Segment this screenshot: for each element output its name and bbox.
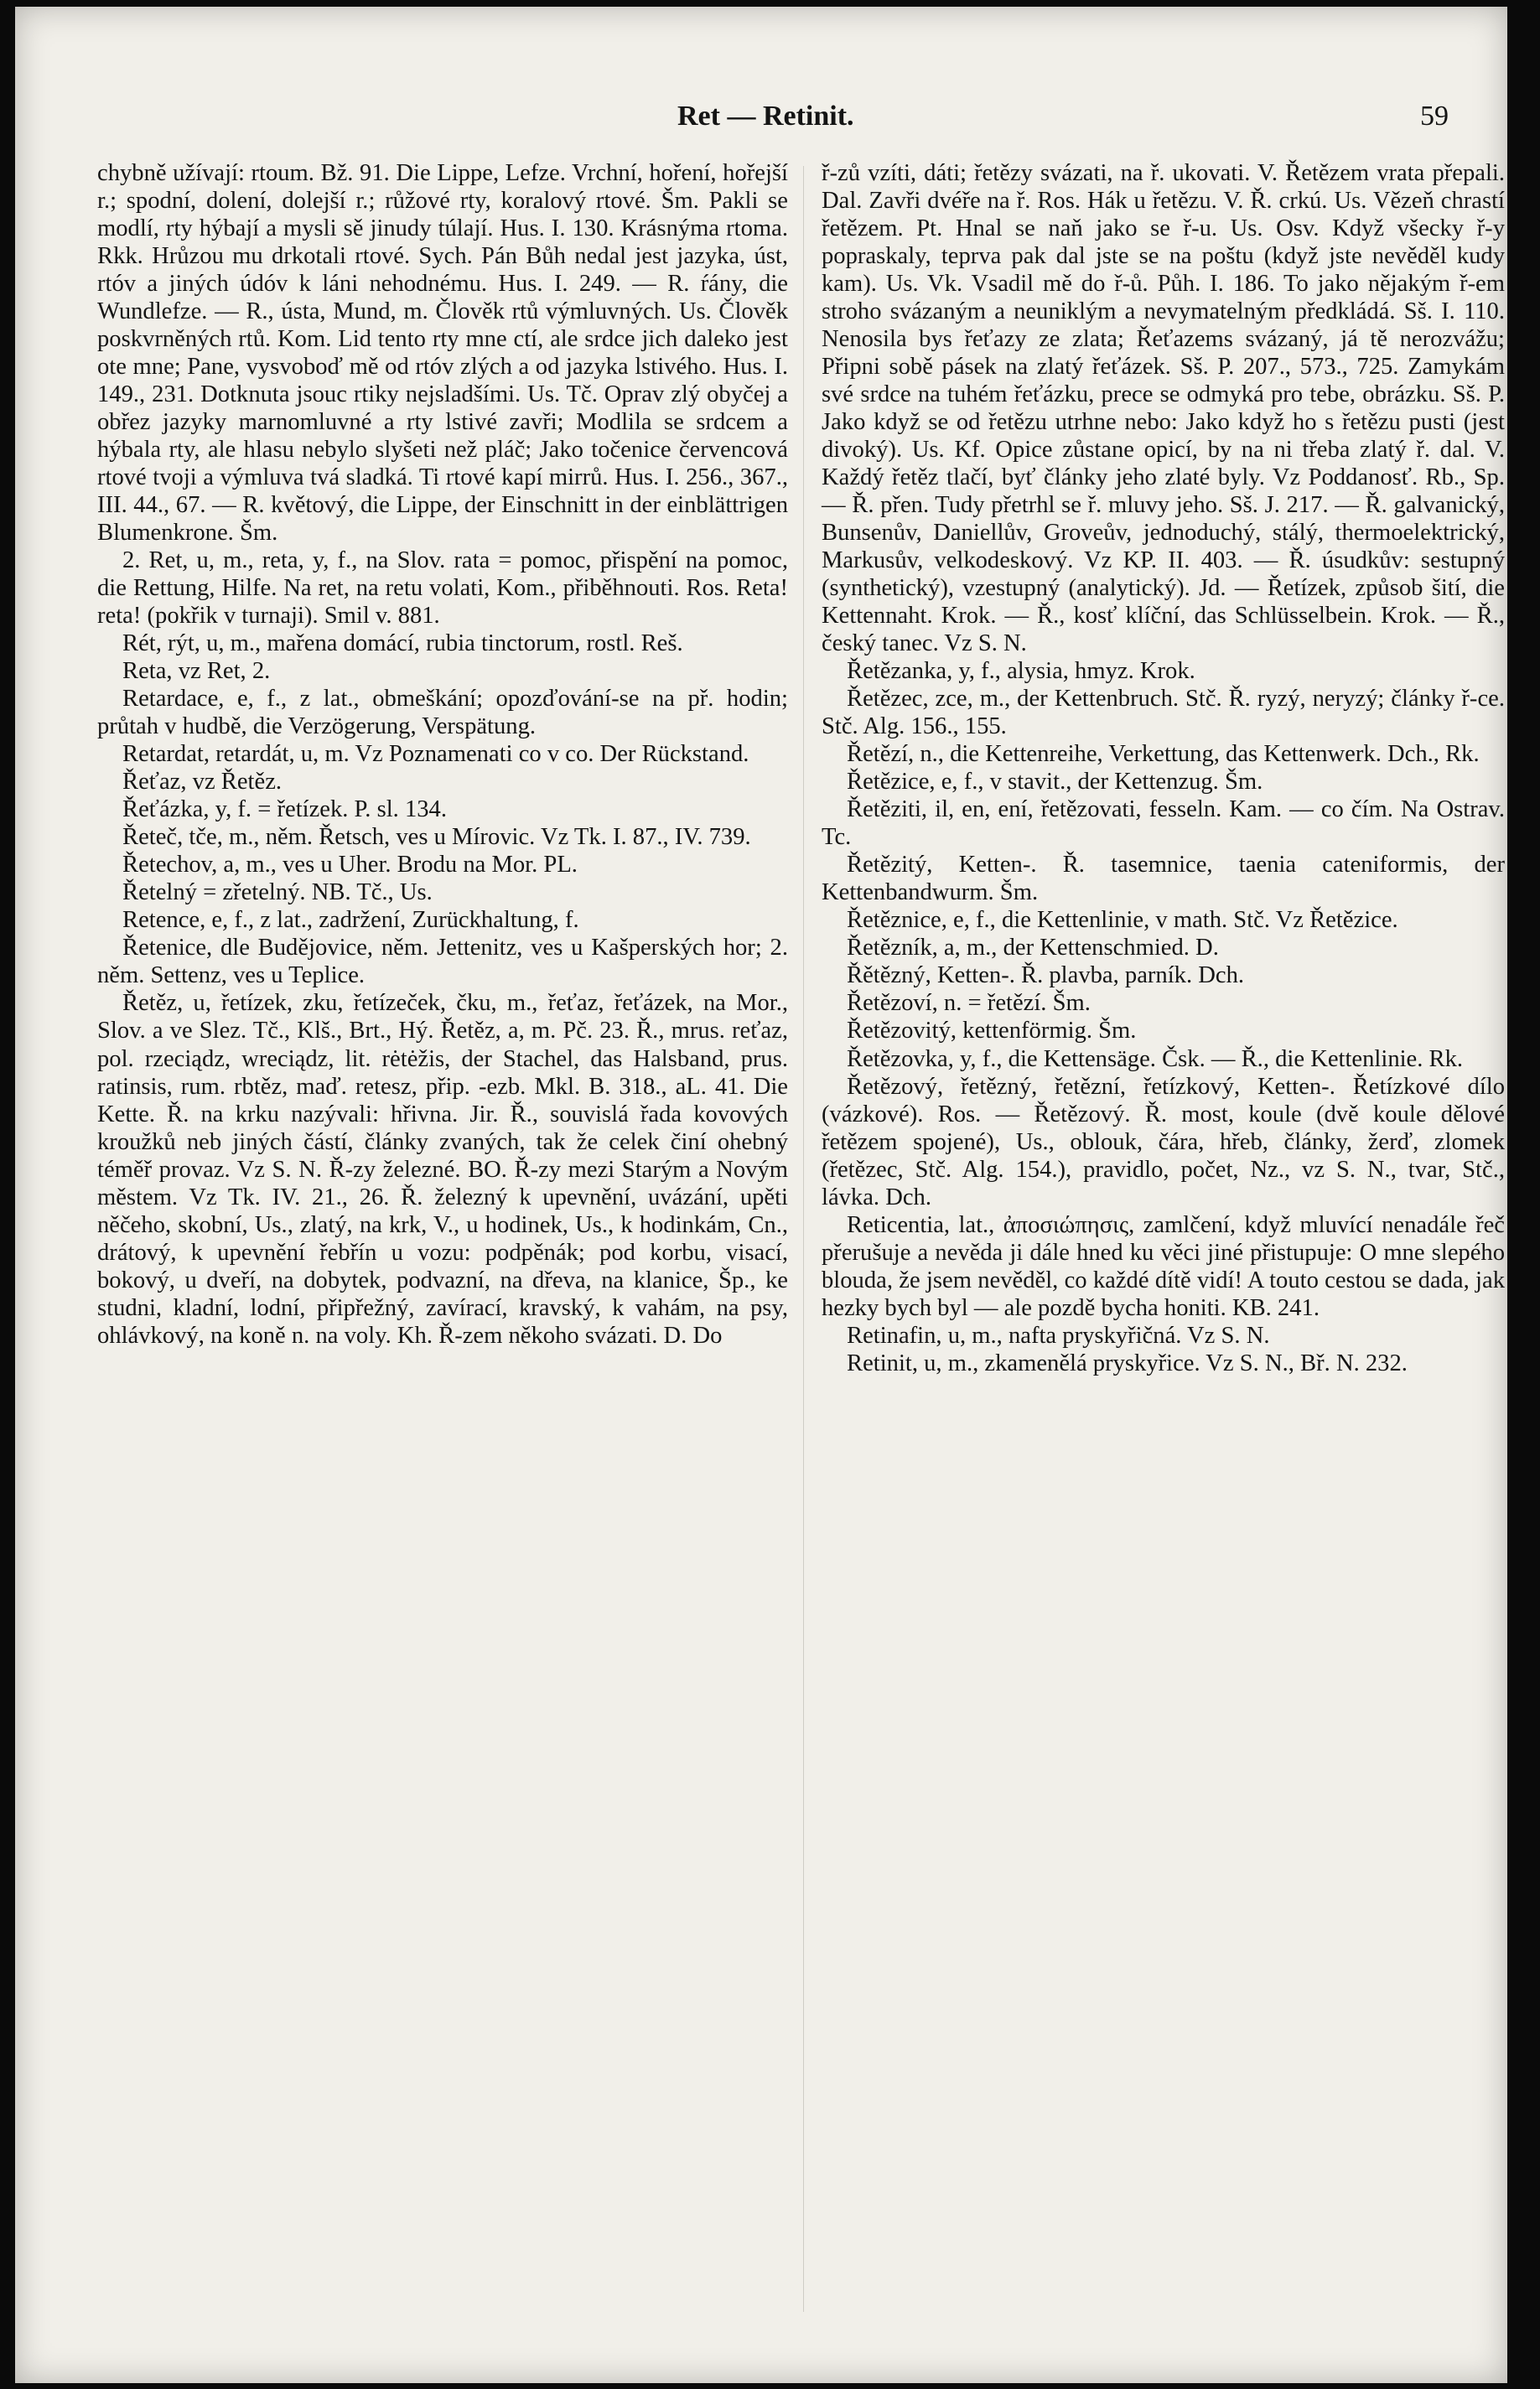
entry-paragraph: Řetěznice, e, f., die Kettenlinie, v math. Stč. Vz Řetězice. xyxy=(847,907,1398,934)
entry-paragraph: chybně užívají: rtoum. Bž. 91. Die Lippe, Lefze. Vrchní, hoření, hořejší r.; spodní, dolení, dolejší r.; růžové rty, koralový rtové. Šm. Pakli se modlí, rty hýbají a mysli sě jinudy túlají. Hus. I. 130. Krásnýma rtoma. Rkk. Hrůzou mu drkotali rtové. Sych. Pán Bůh nedal jest jazyka, úst, rtóv a jiných údóv k láni nehodnému. Hus. I. 249. — R. ŕány, die Wundlefze. — R., ústa, Mund, m. Člověk rtů výmluvných. Us. Člověk poskvrněných rtů. Kom. Lid tento rty mne ctí, ale srdce jich daleko jest ote mne; Pane, vysvoboď mě od rtóv zlých a od jazyka lstivého. Hus. I. 149., 231. Dotknuta jsouc rtiky nejsladšími. Us. Tč. Oprav zlý obyčej a obřez jazyky marnomluvné a rty lstivé zavři; Modlila se srdcem a hýbala rty, ale hlasu nebylo slyšeti než pláč; Jako točenice červencová rtové tvoji a výmluva tvá sladká. Ti rtové kapí mirrů. Hus. I. 256., 367., III. 44., 67. — R. květový, die Lippe, der Einschnitt in der einblättrigen Blumenkrone. Šm. xyxy=(97,160,788,547)
entry-paragraph: Řeteč, tče, m., něm. Řetsch, ves u Mírovic. Vz Tk. I. 87., IV. 739. xyxy=(122,824,751,851)
running-title: Ret — Retinit. xyxy=(677,101,854,132)
dictionary-page xyxy=(15,7,1507,2383)
entry-paragraph: Retardace, e, f., z lat., obmeškání; opozďování-se na př. hodin; průtah v hudbě, die Verzögerung, Verspätung. xyxy=(97,686,788,740)
right-column xyxy=(822,159,1505,1377)
entry-paragraph: Řetenice, dle Budějovice, něm. Jettenitz, ves u Kašperských hor; 2. něm. Settenz, ves u Teplice. xyxy=(97,935,788,989)
entry-paragraph: Řetězanka, y, f., alysia, hmyz. Krok. xyxy=(847,658,1195,685)
entry-paragraph: Řetěz, u, řetízek, zku, řetízeček, čku, m., řeťaz, řeťázek, na Mor., Slov. a ve Slez. Tč., Klš., Brt., Hý. Řetěz, a, m. Pč. 23. Ř., mrus. reťaz, pol. rzeciądz, wreciądz, lit. rėtėžis, der Stachel, das Halsband, prus. ratinsis, rum. rbtěz, maď. retesz, přip. -ezb. Mkl. B. 318., aL. 41. Die Kette. Ř. na krku nazývali: hřivna. Jir. Ř., souvislá řada kovových kroužků neb jiných částí, články zvaných, tak že celek činí ohebný téměř provaz. Vz S. N. Ř-zy železné. BO. Ř-zy mezi Starým a Novým městem. Vz Tk. IV. 21., 26. Ř. železný k upevnění, uvázání, upěti něčeho, skobní, Us., zlatý, na krk, V., u hodinek, Us., k hodinkám, Cn., drátový, k upevnění řebřín u vozu: podpěnák; pod korbu, visací, bokový, u dveří, na dobytek, podvazní, na dřeva, na klanice, Šp., ke studni, kladní, lodní, připřežný, zavírací, kravský, k vahám, na psy, ohlávkový, na koně n. na voly. Kh. Ř-zem někoho svázati. D. Do xyxy=(97,990,788,1349)
entry-paragraph: Retinit, u, m., zkamenělá pryskyřice. Vz S. N., Bř. N. 232. xyxy=(847,1350,1408,1376)
entry-paragraph: Řeťaz, vz Řetěz. xyxy=(122,769,283,795)
entry-paragraph: Reticentia, lat., ἀποσιώπησις, zamlčení, když mluvící nenadále řeč přerušuje a nevěda ji dále hned ku věci jiné přistupuje: O mne slepého blouda, že jsem nevěděl, co každé dítě vidí! A touto cestou se dada, jak hezky bych byl — ale pozdě bycha honiti. KB. 241. xyxy=(822,1211,1505,1321)
entry-paragraph: Řeťázka, y, f. = řetízek. P. sl. 134. xyxy=(122,796,447,823)
entry-paragraph: 2. Ret, u, m., reta, y, f., na Slov. rata = pomoc, přispění na pomoc, die Rettung, Hilfe. Na ret, na retu volati, Kom., přiběhnouti. Ros. Reta! reta! (pokřik v turnaji). Smil v. 881. xyxy=(97,547,788,630)
column-divider xyxy=(803,166,804,2312)
entry-paragraph: Řetězovka, y, f., die Kettensäge. Čsk. — Ř., die Kettenlinie. Rk. xyxy=(847,1045,1464,1072)
page-header xyxy=(15,101,1507,143)
entry-paragraph: Řetelný = zřetelný. NB. Tč., Us. xyxy=(122,879,433,906)
left-column xyxy=(97,159,788,1350)
entry-paragraph: Řetězitý, Ketten-. Ř. tasemnice, taenia cateniformis, der Kettenbandwurm. Šm. xyxy=(822,852,1505,906)
entry-paragraph: Řetěziti, il, en, ení, řetězovati, fesseln. Kam. — co čím. Na Ostrav. Tc. xyxy=(822,796,1505,851)
entry-paragraph: ř-zů vzíti, dáti; řetězy svázati, na ř. ukovati. V. Řetězem vrata přepali. Dal. Zavři dvéře na ř. Ros. Hák u řetězu. V. Ř. crkú. Us. Vězeň chrastí řetězem. Pt. Hnal se naň jako se ř-u. Us. Osv. Když všecky ř-y popraskaly, teprva pak dal jste se na poštu (když jste nevěděl kudy kam). Us. Vk. Vsadil mě do ř-ů. Půh. I. 186. To jako nějakým ř-em stroho svázaným a neuniklým a nevymatelným předkládá. Sš. I. 110. Nenosila bys řeťazy ze zlata; Řeťazems svázaný, já tě nerozvážu; Připni sobě pásek na zlatý řeťázek. Sš. P. 207., 573., 725. Zamykám své srdce na tuhém řeťázku, prece se odmyká pro tebe, obrázku. Sš. P. Jako když se od řetězu utrhne nebo: Jako když ho s řetězu pusti (jest divoký). Us. Kf. Opice zůstane opicí, by na ni třeba zlatý ř. dal. V. Každý řetěz tlačí, byť články jeho zlaté byly. Vz Poddanosť. Rb., Sp. — Ř. přen. Tudy přetrhl se ř. mluvy jeho. Sš. J. 217. — Ř. galvanický, Bunsenův, Daniellův, Groveův, jednoduchý, stálý, thermoelektrický, Markusův, velkodeskový. Vz KP. II. 403. — Ř. úsudkův: sestupný (synthetický), vzestupný (analytický). Jd. — Řetízek, způsob šití, die Kettennaht. Krok. — Ř., kosť klíční, das Schlüsselbein. Krok. — Ř., český tanec. Vz S. N. xyxy=(822,160,1505,657)
entry-paragraph: Retinafin, u, m., nafta pryskyřičná. Vz S. N. xyxy=(847,1322,1270,1349)
entry-paragraph: Řětězný, Ketten-. Ř. plavba, parník. Dch. xyxy=(847,962,1245,989)
entry-paragraph: Řetězec, zce, m., der Kettenbruch. Stč. Ř. ryzý, neryzý; články ř-ce. Stč. Alg. 156., 155. xyxy=(822,686,1505,740)
entry-paragraph: Rét, rýt, u, m., mařena domácí, rubia tinctorum, rostl. Reš. xyxy=(122,630,683,657)
entry-paragraph: Retardat, retardát, u, m. Vz Poznamenati co v co. Der Rückstand. xyxy=(122,741,749,768)
entry-paragraph: Řetězovitý, kettenförmig. Šm. xyxy=(847,1018,1137,1044)
entry-paragraph: Řetězový, řetězný, řetězní, řetízkový, Ketten-. Řetízkové dílo (vázkové). Ros. — Řetězový. Ř. most, koule (dvě koule dělové řetězem spojené), Us., oblouk, čára, hřeb, články, žerď, zlomek (řetězec, Stč. Alg. 154.), pravidlo, počet, Nz., vz S. N., tvar, Stč., lávka. Dch. xyxy=(822,1073,1505,1210)
page-number: 59 xyxy=(1420,101,1449,132)
entry-paragraph: Retence, e, f., z lat., zadržení, Zurückhaltung, f. xyxy=(122,907,579,934)
entry-paragraph: Řetězí, n., die Kettenreihe, Verkettung, das Kettenwerk. Dch., Rk. xyxy=(847,741,1480,768)
entry-paragraph: Řetězník, a, m., der Kettenschmied. D. xyxy=(847,935,1219,961)
entry-paragraph: Řetězice, e, f., v stavit., der Kettenzug. Šm. xyxy=(847,769,1263,795)
entry-paragraph: Řetechov, a, m., ves u Uher. Brodu na Mor. PL. xyxy=(122,852,578,878)
entry-paragraph: Řetězoví, n. = řetězí. Šm. xyxy=(847,990,1091,1017)
entry-paragraph: Reta, vz Ret, 2. xyxy=(122,658,271,685)
